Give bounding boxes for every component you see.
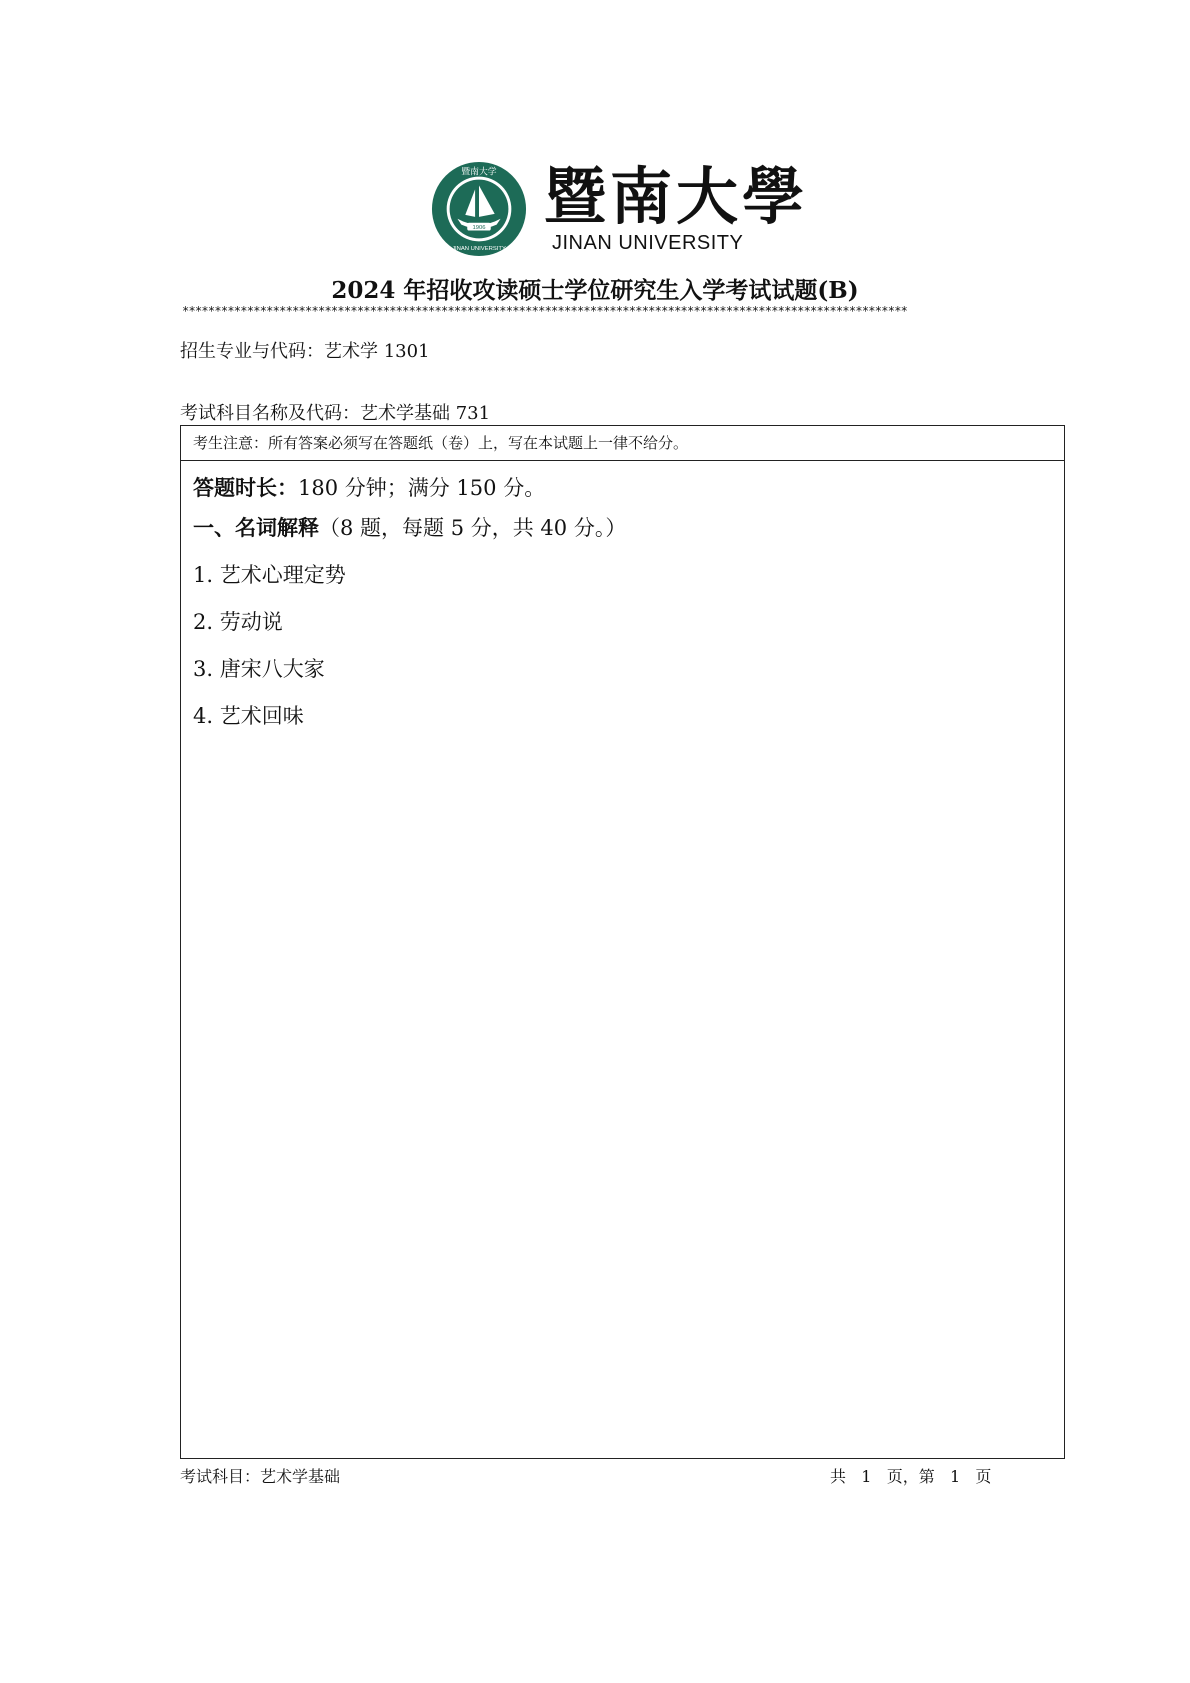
duration-label: 答题时长： [193,475,298,500]
university-seal-icon [430,160,528,258]
question-item: 3. 唐宋八大家 [193,657,325,681]
footer-subject: 考试科目：艺术学基础 [180,1467,341,1486]
footer-page-count: 共 1 页，第 1 页 [830,1467,992,1486]
section-heading [193,512,626,542]
university-name-cn: 暨南大學 [544,160,809,233]
question-item: 1. 艺术心理定势 [193,563,346,587]
exam-title: 2024 年招收攻读硕士学位研究生入学考试试题(B) [331,277,859,304]
notice: 考生注意：所有答案必须写在答题纸（卷）上，写在本试题上一律不给分。 [181,426,1064,461]
question-item: 2. 劳动说 [193,610,283,634]
duration-line [193,472,545,502]
subject-line: 考试科目名称及代码：艺术学基础 731 [180,403,491,424]
university-name-en: JINAN UNIVERSITY [552,232,744,254]
section-detail: （8 题，每题 5 分，共 40 分。） [319,516,627,540]
star-divider: **************************************************************************************************************** [182,304,908,318]
major-line: 招生专业与代码：艺术学 1301 [180,341,430,362]
seal-text-cn: 暨南大学 [461,167,497,178]
duration-value: 180 分钟；满分 150 分。 [298,476,546,500]
university-logo [430,158,809,258]
section-label: 一、名词解释 [193,515,319,540]
seal-year: 1906 [472,225,486,232]
question-item: 4. 艺术回味 [193,704,304,728]
seal-text-en: JINAN UNIVERSITY [452,246,506,253]
question-box [180,425,1065,1459]
